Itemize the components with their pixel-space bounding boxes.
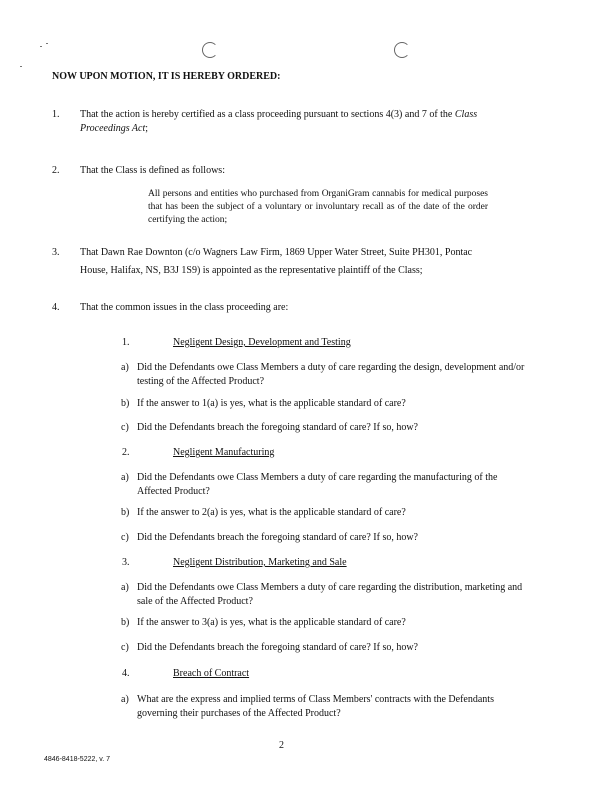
act-name-part2: Proceedings Act: [80, 122, 146, 134]
question-letter: c): [121, 642, 129, 653]
document-id: 4846-8418-5222, v. 7: [44, 756, 111, 763]
paragraph-number: 3.: [52, 247, 60, 258]
question-letter: b): [121, 507, 130, 518]
question-letter: c): [121, 422, 129, 433]
issue-number: 2.: [122, 447, 130, 458]
scan-speck: [46, 43, 48, 44]
paragraph-3-text: [80, 246, 520, 277]
question-letter: c): [121, 532, 129, 543]
question-text: Did the Defendants owe Class Members a duty of care regarding the manufacturing of the Affected Product?: [137, 472, 498, 497]
issue-number: 1.: [122, 337, 130, 348]
issue-title: Negligent Design, Development and Testing: [173, 337, 351, 348]
paragraph-2-text: That the Class is defined as follows:: [80, 165, 225, 176]
question-text: Did the Defendants breach the foregoing standard of care? If so, how?: [137, 422, 418, 433]
scan-speck: [40, 46, 42, 47]
class-definition: All persons and entities who purchased from OrganiGram cannabis for medical purposes that has been the subject of a voluntary or involuntary recall as of the date of the order certifying the action;: [148, 189, 488, 225]
question-text: Did the Defendants breach the foregoing standard of care? If so, how?: [137, 532, 418, 543]
question-text: Did the Defendants owe Class Members a duty of care regarding the design, development and/or testing of the Affected Product?: [137, 362, 525, 387]
paragraph-1-end: ;: [145, 122, 149, 134]
issue-title: Negligent Manufacturing: [173, 447, 275, 458]
punch-hole-mark: [394, 42, 410, 58]
paragraph-3-line1: That Dawn Rae Downton (c/o Wagners Law Firm, 1869 Upper Water Street, Suite PH301, Pontac: [80, 247, 473, 258]
question-text: Did the Defendants breach the foregoing standard of care? If so, how?: [137, 642, 418, 653]
paragraph-number: 4.: [52, 302, 60, 313]
question-text: Did the Defendants owe Class Members a duty of care regarding the distribution, marketing and sale of the Affected Product?: [137, 582, 523, 607]
question-text: What are the express and implied terms of Class Members' contracts with the Defendants governing their purchases of the Affected Product?: [137, 694, 494, 719]
question-letter: a): [121, 472, 129, 483]
issue-number: 4.: [122, 668, 130, 679]
question-text: If the answer to 1(a) is yes, what is the applicable standard of care?: [137, 398, 406, 409]
paragraph-3-line2: House, Halifax, NS, B3J 1S9) is appointed as the representative plaintiff of the Class;: [80, 264, 423, 276]
question-letter: a): [121, 582, 129, 593]
question-text: If the answer to 3(a) is yes, what is the applicable standard of care?: [137, 617, 406, 628]
question-letter: b): [121, 617, 130, 628]
scan-speck: [20, 66, 22, 67]
paragraph-number: 2.: [52, 165, 60, 176]
act-name-part1: Class: [454, 109, 478, 120]
paragraph-1-line1: That the action is hereby certified as a class proceeding pursuant to sections 4(3) and 7 of the: [80, 109, 455, 120]
question-letter: a): [121, 362, 129, 373]
punch-hole-mark: [202, 42, 218, 58]
question-text: If the answer to 2(a) is yes, what is the applicable standard of care?: [137, 507, 406, 518]
paragraph-number: 1.: [52, 109, 60, 120]
issue-title: Breach of Contract: [173, 668, 250, 679]
question-letter: b): [121, 398, 130, 409]
paragraph-4-text: That the common issues in the class proceeding are:: [80, 302, 289, 313]
issue-title: Negligent Distribution, Marketing and Sale: [173, 557, 347, 568]
paragraph-1-text: [80, 108, 520, 135]
page-number: 2: [279, 740, 284, 751]
issue-number: 3.: [122, 557, 130, 568]
question-letter: a): [121, 694, 129, 705]
order-heading: NOW UPON MOTION, IT IS HEREBY ORDERED:: [52, 71, 281, 82]
